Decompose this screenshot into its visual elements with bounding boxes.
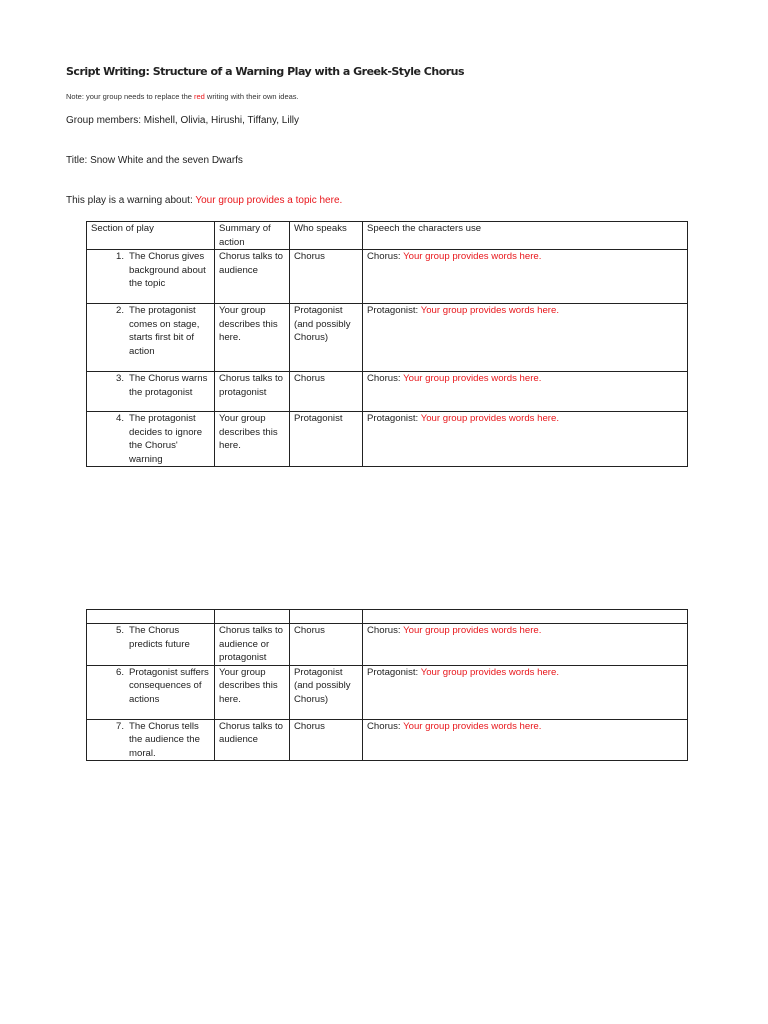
section-text: The Chorus warns the protagonist	[129, 373, 208, 398]
section-item	[91, 666, 210, 707]
section-text: Protagonist suffers consequences of actions	[129, 666, 209, 705]
speech-placeholder: Your group provides words here.	[420, 305, 560, 316]
who-speaks-cell: Chorus	[290, 250, 363, 304]
header-section: Section of play	[87, 222, 215, 250]
who-speaks-cell: Protagonist (and possibly Chorus)	[290, 665, 363, 719]
section-item	[91, 624, 210, 651]
speech-label: Chorus:	[367, 373, 404, 384]
header-summary: Summary of action	[215, 222, 290, 250]
note-text-before: Note: your group needs to replace the	[66, 92, 194, 101]
empty-cell	[363, 610, 688, 624]
speech-label: Chorus:	[367, 251, 404, 262]
speech-cell	[363, 372, 688, 412]
section-number: 1.	[115, 251, 124, 262]
section-text: The protagonist comes on stage, starts first bit of action	[129, 305, 200, 357]
section-text: The Chorus predicts future	[129, 625, 190, 650]
play-title: Title: Snow White and the seven Dwarfs	[66, 155, 243, 166]
speech-cell	[363, 250, 688, 304]
section-cell	[87, 372, 215, 412]
section-text: The Chorus tells the audience the moral.	[129, 720, 200, 759]
section-text: The protagonist decides to ignore the Chorus' warning	[129, 413, 203, 465]
section-item	[91, 250, 210, 291]
note-red-word: red	[194, 92, 205, 101]
warning-label: This play is a warning about:	[66, 195, 196, 206]
who-speaks-cell: Chorus	[290, 624, 363, 666]
instruction-note	[66, 92, 299, 101]
speech-cell	[363, 719, 688, 761]
speech-placeholder: Your group provides words here.	[403, 373, 542, 384]
header-speech: Speech the characters use	[363, 222, 688, 250]
section-number: 7.	[115, 720, 124, 732]
section-number: 2.	[115, 305, 124, 316]
section-item	[91, 720, 210, 761]
speech-label: Protagonist:	[367, 413, 421, 424]
summary-cell: Chorus talks to audience	[215, 250, 290, 304]
document-title: Script Writing: Structure of a Warning Play with a Greek-Style Chorus	[66, 65, 465, 78]
section-number: 3.	[115, 373, 124, 384]
warning-topic	[66, 195, 342, 206]
section-cell	[87, 304, 215, 372]
section-cell	[87, 412, 215, 467]
play-structure-table-2	[86, 609, 688, 761]
section-cell	[87, 719, 215, 761]
who-speaks-cell: Protagonist	[290, 412, 363, 467]
speech-placeholder: Your group provides words here.	[420, 666, 560, 678]
who-speaks-cell: Protagonist (and possibly Chorus)	[290, 304, 363, 372]
empty-cell	[87, 610, 215, 624]
section-item	[91, 412, 210, 466]
table-row	[87, 624, 688, 666]
table-row	[87, 719, 688, 761]
section-cell	[87, 665, 215, 719]
speech-cell	[363, 624, 688, 666]
play-structure-table-1	[86, 221, 688, 467]
section-number: 4.	[115, 413, 124, 424]
speech-label: Protagonist:	[367, 666, 421, 678]
speech-placeholder: Your group provides words here.	[403, 251, 542, 262]
section-item	[91, 372, 210, 399]
summary-cell: Your group describes this here.	[215, 304, 290, 372]
section-cell	[87, 250, 215, 304]
speech-cell	[363, 304, 688, 372]
section-cell	[87, 624, 215, 666]
warning-value: Your group provides a topic here.	[195, 195, 343, 206]
empty-cell	[215, 610, 290, 624]
table-row	[87, 304, 688, 372]
summary-cell: Chorus talks to protagonist	[215, 372, 290, 412]
speech-label: Chorus:	[367, 720, 404, 732]
group-members: Group members: Mishell, Olivia, Hirushi, Tiffany, Lilly	[66, 115, 300, 126]
speech-cell	[363, 665, 688, 719]
speech-placeholder: Your group provides words here.	[403, 625, 542, 636]
table-header-row	[87, 222, 688, 250]
summary-cell: Your group describes this here.	[215, 412, 290, 467]
empty-header-row	[87, 610, 688, 624]
section-number: 6.	[115, 666, 124, 678]
empty-cell	[290, 610, 363, 624]
table-row	[87, 412, 688, 467]
who-speaks-cell: Chorus	[290, 719, 363, 761]
summary-cell: Chorus talks to audience or protagonist	[215, 624, 290, 666]
note-text-after: writing with their own ideas.	[204, 92, 299, 101]
who-speaks-cell: Chorus	[290, 372, 363, 412]
summary-cell: Your group describes this here.	[215, 665, 290, 719]
section-number: 5.	[115, 625, 124, 636]
table-row	[87, 250, 688, 304]
table-row	[87, 372, 688, 412]
speech-label: Chorus:	[367, 625, 404, 636]
speech-placeholder: Your group provides words here.	[403, 720, 542, 732]
section-text: The Chorus gives background about the topic	[129, 251, 206, 289]
summary-cell: Chorus talks to audience	[215, 719, 290, 761]
header-who-speaks: Who speaks	[290, 222, 363, 250]
speech-label: Protagonist:	[367, 305, 421, 316]
section-item	[91, 304, 210, 358]
table-row	[87, 665, 688, 719]
speech-placeholder: Your group provides words here.	[420, 413, 560, 424]
speech-cell	[363, 412, 688, 467]
